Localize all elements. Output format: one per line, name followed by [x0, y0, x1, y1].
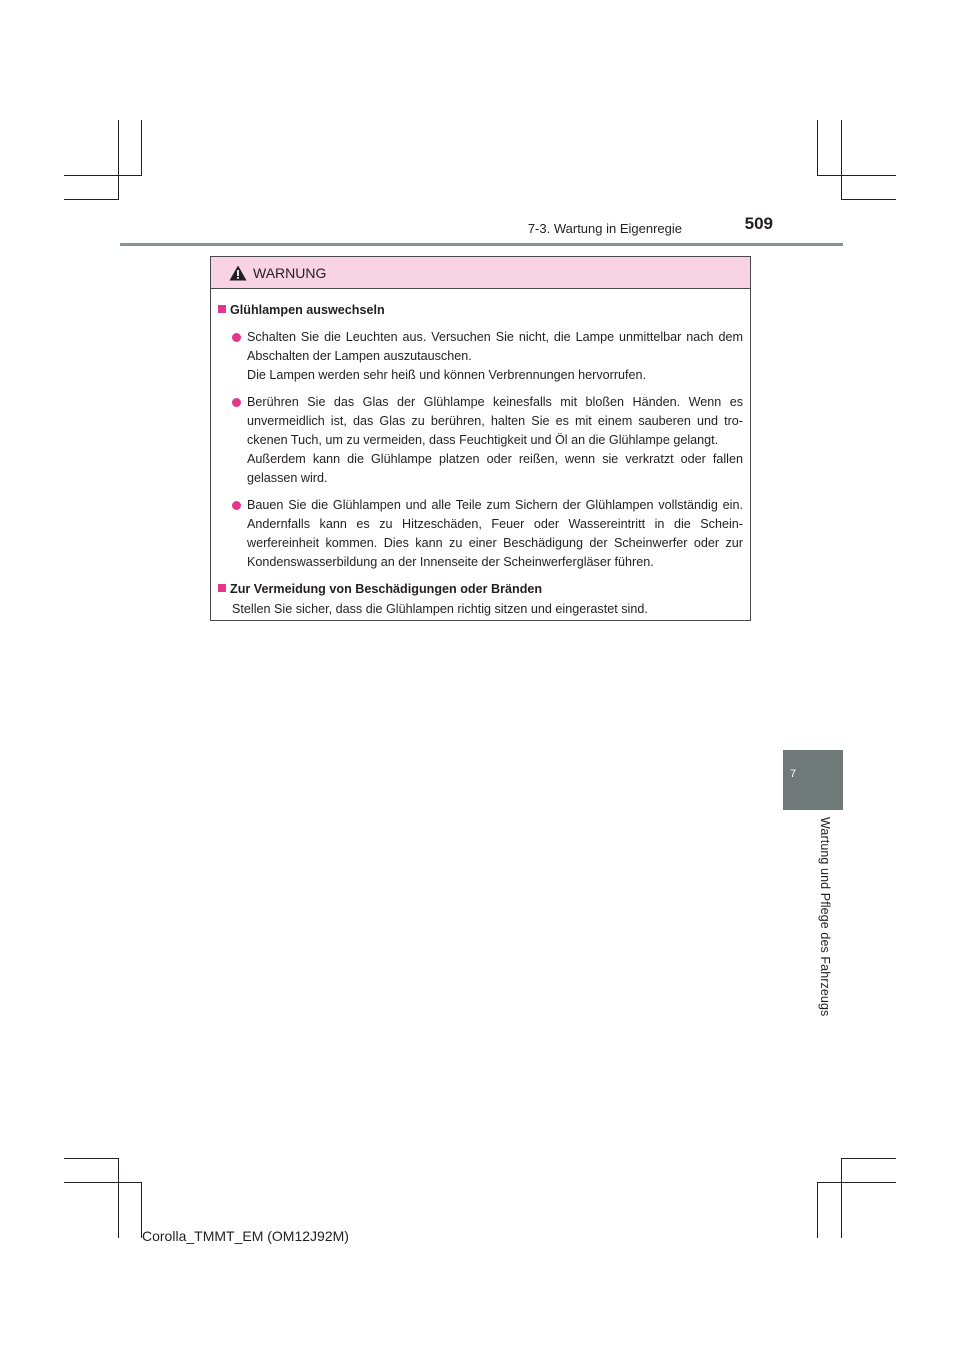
crop-mark [841, 120, 842, 200]
crop-mark [64, 1158, 119, 1159]
square-bullet-icon [218, 305, 226, 313]
crop-mark [64, 1182, 142, 1183]
crop-mark [118, 120, 119, 200]
paragraph: Berühren Sie das Glas der Glühlampe keinesfalls mit bloßen Händen. Wenn es unvermeidlich ist, das Glas zu berühren, halten Sie es mit einem sauberen und trockenen Tuch, um zu vermeiden, dass Feuchtigkeit und Öl an die Glühlampe gelangt. [247, 395, 743, 447]
warning-box [210, 256, 751, 621]
crop-mark [141, 120, 142, 176]
section-heading [218, 580, 743, 599]
paragraph: Stellen Sie sicher, dass die Glühlampen richtig sitzen und eingerastet sind. [232, 602, 648, 616]
heading-text: Glühlampen auswechseln [230, 303, 385, 317]
crop-mark [118, 1158, 119, 1238]
header-rule [120, 243, 843, 246]
document-id: Corolla_TMMT_EM (OM12J92M) [142, 1228, 349, 1244]
page-number: 509 [744, 214, 773, 233]
crop-mark [841, 1158, 896, 1159]
paragraph: Außerdem kann die Glühlampe platzen oder reißen, wenn sie verkratzt oder fallen gelassen wird. [247, 452, 743, 485]
crop-mark [817, 175, 896, 176]
heading-text: Zur Vermeidung von Beschädigungen oder Bränden [230, 582, 543, 596]
list-item [232, 328, 743, 385]
crop-mark [817, 120, 818, 176]
warning-title: WARNUNG [253, 264, 327, 281]
chapter-tab [783, 750, 843, 810]
crop-mark [841, 199, 896, 200]
list-item [232, 496, 743, 572]
section-label: 7-3. Wartung in Eigenregie [527, 221, 682, 236]
square-bullet-icon [218, 584, 226, 592]
paragraph: Die Lampen werden sehr heiß und können Verbrennungen hervorrufen. [247, 368, 647, 382]
chapter-number: 7 [790, 768, 797, 780]
round-bullet-icon [232, 398, 241, 407]
section-heading [218, 301, 743, 320]
paragraph: Schalten Sie die Leuchten aus. Versuchen Sie nicht, die Lampe unmittelbar nach dem Abschalten der Lampen auszutauschen. [247, 330, 743, 363]
warning-body [211, 289, 750, 619]
warning-triangle-icon [229, 265, 247, 281]
crop-mark [64, 175, 142, 176]
round-bullet-icon [232, 333, 241, 342]
crop-mark [817, 1182, 896, 1183]
list-item [232, 393, 743, 488]
crop-mark [817, 1182, 818, 1238]
paragraph: Bauen Sie die Glühlampen und alle Teile zum Sichern der Glühlampen vollständig ein. Andernfalls kann es zu Hitzeschäden, Feuer oder Wassereintritt in die Scheinwerfereinheit kommen. Dies kann zu einer Beschädigung der Scheinwerfer oder zur Kondenswasserbildung an der Innenseite der Scheinwerfergläser führen. [247, 498, 743, 569]
round-bullet-icon [232, 501, 241, 510]
warning-header [211, 257, 750, 289]
chapter-title: Wartung und Pflege des Fahrzeugs [818, 817, 832, 1017]
crop-mark [64, 199, 119, 200]
crop-mark [841, 1158, 842, 1238]
